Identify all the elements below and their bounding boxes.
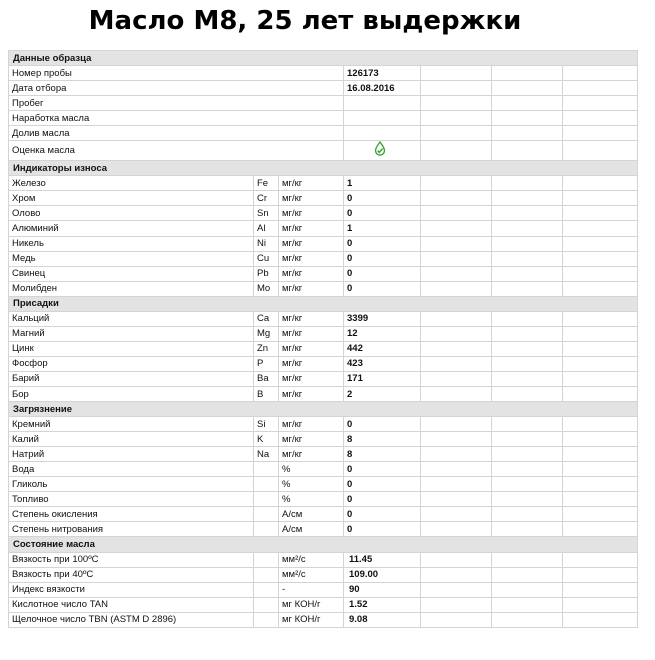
empty-cell bbox=[563, 522, 638, 537]
empty-cell bbox=[421, 206, 492, 221]
empty-cell bbox=[421, 386, 492, 401]
empty-cell bbox=[492, 236, 563, 251]
empty-cell bbox=[563, 356, 638, 371]
row-label: Долив масла bbox=[9, 126, 344, 141]
element-symbol bbox=[254, 612, 279, 627]
value: 1.52 bbox=[344, 597, 421, 612]
row-label: Топливо bbox=[9, 492, 254, 507]
unit: мг/кг bbox=[279, 341, 344, 356]
table-row bbox=[9, 447, 638, 462]
value: 8 bbox=[344, 432, 421, 447]
unit: мг/кг bbox=[279, 417, 344, 432]
row-label: Индекс вязкости bbox=[9, 582, 254, 597]
table-row bbox=[9, 221, 638, 236]
unit: мг КОН/г bbox=[279, 612, 344, 627]
element-symbol: Cr bbox=[254, 191, 279, 206]
empty-cell bbox=[421, 582, 492, 597]
empty-cell bbox=[492, 341, 563, 356]
empty-cell bbox=[421, 417, 492, 432]
value: 11.45 bbox=[344, 552, 421, 567]
empty-cell bbox=[563, 176, 638, 191]
row-label: Железо bbox=[9, 176, 254, 191]
element-symbol bbox=[254, 507, 279, 522]
empty-cell bbox=[492, 141, 563, 161]
empty-cell bbox=[563, 96, 638, 111]
value: 171 bbox=[344, 371, 421, 386]
empty-cell bbox=[421, 126, 492, 141]
element-symbol: Cu bbox=[254, 251, 279, 266]
empty-cell bbox=[421, 326, 492, 341]
value bbox=[344, 111, 421, 126]
empty-cell bbox=[563, 66, 638, 81]
unit: мг/кг bbox=[279, 432, 344, 447]
value: 2 bbox=[344, 386, 421, 401]
value: 0 bbox=[344, 507, 421, 522]
empty-cell bbox=[563, 281, 638, 296]
empty-cell bbox=[421, 522, 492, 537]
empty-cell bbox=[421, 462, 492, 477]
empty-cell bbox=[421, 96, 492, 111]
empty-cell bbox=[492, 477, 563, 492]
empty-cell bbox=[492, 221, 563, 236]
element-symbol: Zn bbox=[254, 341, 279, 356]
table-row bbox=[9, 111, 638, 126]
row-label: Олово bbox=[9, 206, 254, 221]
unit: мг/кг bbox=[279, 311, 344, 326]
empty-cell bbox=[492, 176, 563, 191]
unit: А/см bbox=[279, 507, 344, 522]
empty-cell bbox=[563, 432, 638, 447]
element-symbol: Ni bbox=[254, 236, 279, 251]
section-header bbox=[9, 296, 638, 311]
empty-cell bbox=[563, 111, 638, 126]
row-label: Медь bbox=[9, 251, 254, 266]
row-label: Фосфор bbox=[9, 356, 254, 371]
empty-cell bbox=[421, 236, 492, 251]
section-header bbox=[9, 161, 638, 176]
row-label: Магний bbox=[9, 326, 254, 341]
empty-cell bbox=[563, 477, 638, 492]
value: 3399 bbox=[344, 311, 421, 326]
empty-cell bbox=[563, 191, 638, 206]
element-symbol: Mg bbox=[254, 326, 279, 341]
empty-cell bbox=[492, 96, 563, 111]
row-label: Вода bbox=[9, 462, 254, 477]
row-label: Номер пробы bbox=[9, 66, 344, 81]
empty-cell bbox=[492, 582, 563, 597]
value: 0 bbox=[344, 251, 421, 266]
empty-cell bbox=[492, 552, 563, 567]
section-title: Данные образца bbox=[9, 51, 638, 66]
value: 0 bbox=[344, 462, 421, 477]
row-label: Цинк bbox=[9, 341, 254, 356]
empty-cell bbox=[563, 567, 638, 582]
unit: мг/кг bbox=[279, 386, 344, 401]
table-row bbox=[9, 311, 638, 326]
value: 0 bbox=[344, 281, 421, 296]
empty-cell bbox=[563, 386, 638, 401]
unit: мг/кг bbox=[279, 176, 344, 191]
table-row bbox=[9, 81, 638, 96]
empty-cell bbox=[492, 386, 563, 401]
empty-cell bbox=[492, 462, 563, 477]
table-row bbox=[9, 386, 638, 401]
empty-cell bbox=[492, 597, 563, 612]
value: 423 bbox=[344, 356, 421, 371]
row-label: Вязкость при 100ºС bbox=[9, 552, 254, 567]
row-label: Дата отбора bbox=[9, 81, 344, 96]
table-row bbox=[9, 341, 638, 356]
empty-cell bbox=[492, 447, 563, 462]
element-symbol bbox=[254, 552, 279, 567]
table-row bbox=[9, 432, 638, 447]
empty-cell bbox=[563, 81, 638, 96]
empty-cell bbox=[421, 176, 492, 191]
empty-cell bbox=[421, 311, 492, 326]
element-symbol: B bbox=[254, 386, 279, 401]
row-label: Оценка масла bbox=[9, 141, 344, 161]
unit: мг КОН/г bbox=[279, 597, 344, 612]
empty-cell bbox=[421, 507, 492, 522]
section-header bbox=[9, 537, 638, 552]
empty-cell bbox=[563, 221, 638, 236]
empty-cell bbox=[492, 66, 563, 81]
empty-cell bbox=[492, 126, 563, 141]
value: 9.08 bbox=[344, 612, 421, 627]
empty-cell bbox=[421, 141, 492, 161]
value: 0 bbox=[344, 522, 421, 537]
empty-cell bbox=[492, 612, 563, 627]
empty-cell bbox=[421, 597, 492, 612]
row-label: Алюминий bbox=[9, 221, 254, 236]
empty-cell bbox=[563, 492, 638, 507]
table-row bbox=[9, 492, 638, 507]
table-row bbox=[9, 597, 638, 612]
empty-cell bbox=[492, 492, 563, 507]
unit: мг/кг bbox=[279, 266, 344, 281]
empty-cell bbox=[421, 66, 492, 81]
table-row bbox=[9, 96, 638, 111]
row-label: Натрий bbox=[9, 447, 254, 462]
element-symbol: Ca bbox=[254, 311, 279, 326]
empty-cell bbox=[421, 371, 492, 386]
empty-cell bbox=[563, 126, 638, 141]
element-symbol bbox=[254, 477, 279, 492]
empty-cell bbox=[492, 567, 563, 582]
empty-cell bbox=[421, 341, 492, 356]
value: 0 bbox=[344, 206, 421, 221]
empty-cell bbox=[492, 111, 563, 126]
value: 442 bbox=[344, 341, 421, 356]
empty-cell bbox=[492, 206, 563, 221]
value: 16.08.2016 bbox=[344, 81, 421, 96]
empty-cell bbox=[421, 111, 492, 126]
empty-cell bbox=[421, 492, 492, 507]
value: 90 bbox=[344, 582, 421, 597]
value: 0 bbox=[344, 266, 421, 281]
empty-cell bbox=[563, 582, 638, 597]
value: 126173 bbox=[344, 66, 421, 81]
table-row bbox=[9, 66, 638, 81]
empty-cell bbox=[421, 191, 492, 206]
empty-cell bbox=[492, 522, 563, 537]
empty-cell bbox=[563, 371, 638, 386]
element-symbol: Mo bbox=[254, 281, 279, 296]
table-row bbox=[9, 191, 638, 206]
empty-cell bbox=[563, 462, 638, 477]
empty-cell bbox=[563, 447, 638, 462]
unit: % bbox=[279, 477, 344, 492]
element-symbol: Pb bbox=[254, 266, 279, 281]
empty-cell bbox=[492, 266, 563, 281]
unit: мг/кг bbox=[279, 221, 344, 236]
empty-cell bbox=[421, 432, 492, 447]
row-label: Кальций bbox=[9, 311, 254, 326]
row-label: Пробег bbox=[9, 96, 344, 111]
row-label: Степень окисления bbox=[9, 507, 254, 522]
empty-cell bbox=[421, 266, 492, 281]
value: 0 bbox=[344, 236, 421, 251]
empty-cell bbox=[492, 281, 563, 296]
page-title: Масло М8, 25 лет выдержки bbox=[88, 6, 522, 36]
row-label: Свинец bbox=[9, 266, 254, 281]
empty-cell bbox=[492, 371, 563, 386]
table-row bbox=[9, 462, 638, 477]
row-label: Кремний bbox=[9, 417, 254, 432]
empty-cell bbox=[421, 567, 492, 582]
empty-cell bbox=[563, 552, 638, 567]
empty-cell bbox=[492, 356, 563, 371]
row-label: Бор bbox=[9, 386, 254, 401]
oil-drop-check-icon bbox=[374, 141, 386, 160]
empty-cell bbox=[563, 206, 638, 221]
empty-cell bbox=[421, 251, 492, 266]
table-row bbox=[9, 326, 638, 341]
unit: мг/кг bbox=[279, 326, 344, 341]
row-label: Наработка масла bbox=[9, 111, 344, 126]
unit: А/см bbox=[279, 522, 344, 537]
oil-analysis-table bbox=[8, 50, 638, 628]
element-symbol bbox=[254, 522, 279, 537]
unit: мг/кг bbox=[279, 206, 344, 221]
element-symbol bbox=[254, 567, 279, 582]
empty-cell bbox=[421, 81, 492, 96]
value: 8 bbox=[344, 447, 421, 462]
unit: % bbox=[279, 492, 344, 507]
value: 0 bbox=[344, 477, 421, 492]
unit: мг/кг bbox=[279, 236, 344, 251]
table-row bbox=[9, 507, 638, 522]
unit: мг/кг bbox=[279, 251, 344, 266]
empty-cell bbox=[563, 141, 638, 161]
empty-cell bbox=[492, 311, 563, 326]
section-header bbox=[9, 402, 638, 417]
table-row bbox=[9, 522, 638, 537]
value: 12 bbox=[344, 326, 421, 341]
table-row bbox=[9, 236, 638, 251]
empty-cell bbox=[421, 552, 492, 567]
table-row bbox=[9, 126, 638, 141]
element-symbol: Al bbox=[254, 221, 279, 236]
row-label: Калий bbox=[9, 432, 254, 447]
empty-cell bbox=[563, 597, 638, 612]
table-row bbox=[9, 552, 638, 567]
element-symbol: Fe bbox=[254, 176, 279, 191]
empty-cell bbox=[563, 311, 638, 326]
empty-cell bbox=[563, 612, 638, 627]
empty-cell bbox=[492, 191, 563, 206]
value bbox=[344, 96, 421, 111]
unit: мм²/с bbox=[279, 552, 344, 567]
table-row bbox=[9, 281, 638, 296]
empty-cell bbox=[563, 251, 638, 266]
element-symbol: Sn bbox=[254, 206, 279, 221]
row-label: Барий bbox=[9, 371, 254, 386]
row-label: Кислотное число TAN bbox=[9, 597, 254, 612]
element-symbol: Na bbox=[254, 447, 279, 462]
empty-cell bbox=[421, 281, 492, 296]
value: 0 bbox=[344, 191, 421, 206]
section-header bbox=[9, 51, 638, 66]
empty-cell bbox=[563, 507, 638, 522]
unit: - bbox=[279, 582, 344, 597]
row-label: Хром bbox=[9, 191, 254, 206]
empty-cell bbox=[421, 447, 492, 462]
row-label: Молибден bbox=[9, 281, 254, 296]
section-title: Состояние масла bbox=[9, 537, 638, 552]
empty-cell bbox=[492, 251, 563, 266]
element-symbol: Si bbox=[254, 417, 279, 432]
empty-cell bbox=[421, 221, 492, 236]
row-label: Степень нитрования bbox=[9, 522, 254, 537]
value: 1 bbox=[344, 176, 421, 191]
empty-cell bbox=[492, 417, 563, 432]
row-label: Гликоль bbox=[9, 477, 254, 492]
section-title: Загрязнение bbox=[9, 402, 638, 417]
table-row bbox=[9, 477, 638, 492]
empty-cell bbox=[563, 236, 638, 251]
table-row bbox=[9, 251, 638, 266]
value: 0 bbox=[344, 492, 421, 507]
element-symbol: K bbox=[254, 432, 279, 447]
table-row bbox=[9, 582, 638, 597]
element-symbol bbox=[254, 462, 279, 477]
unit: мг/кг bbox=[279, 191, 344, 206]
empty-cell bbox=[421, 612, 492, 627]
empty-cell bbox=[563, 326, 638, 341]
element-symbol bbox=[254, 597, 279, 612]
unit: мг/кг bbox=[279, 447, 344, 462]
table-row bbox=[9, 176, 638, 191]
empty-cell bbox=[492, 507, 563, 522]
value bbox=[344, 126, 421, 141]
section-title: Индикаторы износа bbox=[9, 161, 638, 176]
empty-cell bbox=[563, 266, 638, 281]
row-label: Щелочное число TBN (ASTM D 2896) bbox=[9, 612, 254, 627]
unit: мг/кг bbox=[279, 371, 344, 386]
empty-cell bbox=[492, 326, 563, 341]
unit: мм²/с bbox=[279, 567, 344, 582]
value: 0 bbox=[344, 417, 421, 432]
table-row bbox=[9, 266, 638, 281]
element-symbol bbox=[254, 492, 279, 507]
element-symbol bbox=[254, 582, 279, 597]
empty-cell bbox=[421, 477, 492, 492]
table-row bbox=[9, 612, 638, 627]
value: 1 bbox=[344, 221, 421, 236]
empty-cell bbox=[492, 432, 563, 447]
unit: мг/кг bbox=[279, 281, 344, 296]
value: 109.00 bbox=[344, 567, 421, 582]
empty-cell bbox=[492, 81, 563, 96]
empty-cell bbox=[563, 341, 638, 356]
table-row bbox=[9, 417, 638, 432]
table-row bbox=[9, 206, 638, 221]
row-label: Вязкость при 40ºС bbox=[9, 567, 254, 582]
table-row bbox=[9, 371, 638, 386]
table-row bbox=[9, 356, 638, 371]
element-symbol: Ba bbox=[254, 371, 279, 386]
unit: мг/кг bbox=[279, 356, 344, 371]
unit: % bbox=[279, 462, 344, 477]
table-row bbox=[9, 567, 638, 582]
table-row bbox=[9, 141, 638, 161]
empty-cell bbox=[563, 417, 638, 432]
element-symbol: P bbox=[254, 356, 279, 371]
value bbox=[344, 141, 421, 161]
section-title: Присадки bbox=[9, 296, 638, 311]
row-label: Никель bbox=[9, 236, 254, 251]
empty-cell bbox=[421, 356, 492, 371]
